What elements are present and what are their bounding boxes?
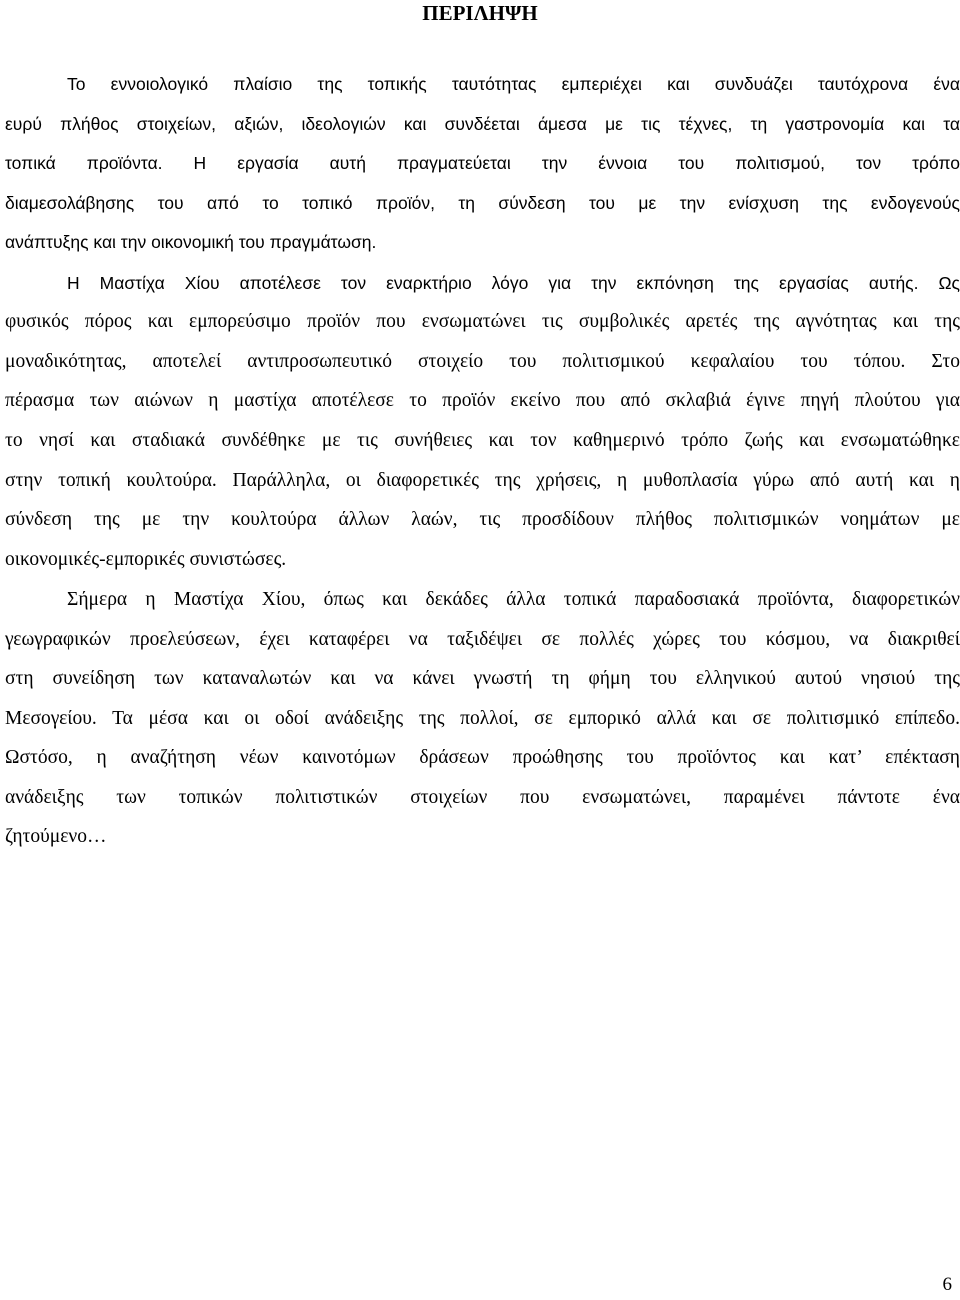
text-line: τοπικά προϊόντα. Η εργασία αυτή πραγματεύεται την έννοια του πολιτισμού, τον τρόπο bbox=[5, 153, 960, 173]
text-line: ζητούμενο… bbox=[5, 826, 107, 847]
text-line: πέρασμα των αιώνων η μαστίχα αποτέλεσε το προϊόν εκείνο που από σκλαβιά έγινε πηγή πλούτου για bbox=[5, 390, 960, 411]
text-line: Σήμερα η Μαστίχα Χίου, όπως και δεκάδες άλλα τοπικά παραδοσιακά προϊόντα, διαφορετικών bbox=[67, 589, 960, 610]
text-line: ανάπτυξης και την οικονομική του πραγμάτωση. bbox=[5, 232, 377, 252]
text-line: Ωστόσο, η αναζήτηση νέων καινοτόμων δράσεων προώθησης του προϊόντος και κατ’ επέκταση bbox=[5, 747, 960, 768]
text-line: σύνδεση της με την κουλτούρα άλλων λαών, τις προσδίδουν πλήθος πολιτισμικών νοημάτων με bbox=[5, 509, 960, 530]
text-line: γεωγραφικών προελεύσεων, έχει καταφέρει να ταξιδέψει σε πολλές χώρες του κόσμου, να διακριθεί bbox=[5, 629, 960, 650]
text-line: Το εννοιολογικό πλαίσιο της τοπικής ταυτότητας εμπεριέχει και συνδυάζει ταυτόχρονα ένα bbox=[67, 74, 960, 94]
page-title: ΠΕΡΙΛΗΨΗ bbox=[422, 1, 538, 25]
text-line: ανάδειξης των τοπικών πολιτιστικών στοιχείων που ενσωματώνει, παραμένει πάντοτε ένα bbox=[5, 787, 960, 808]
text-line: Μεσογείου. Τα μέσα και οι οδοί ανάδειξης της πολλοί, σε εμπορικό αλλά και σε πολιτισμικό επίπεδο. bbox=[5, 708, 960, 729]
text-line: φυσικός πόρος και εμπορεύσιμο προϊόν που ενσωματώνει τις συμβολικές αρετές της αγνότητας και της bbox=[5, 311, 960, 332]
text-line: οικονομικές-εμπορικές συνιστώσες. bbox=[5, 549, 287, 570]
text-line: στην τοπική κουλτούρα. Παράλληλα, οι διαφορετικές της χρήσεις, η μυθοπλασία γύρω από αυτή και η bbox=[5, 470, 960, 491]
text-line: ευρύ πλήθος στοιχείων, αξιών, ιδεολογιών και συνδέεται άμεσα με τις τέχνες, τη γαστρονομία και τα bbox=[5, 114, 960, 134]
text-line: το νησί και σταδιακά συνδέθηκε με τις συνήθειες και τον καθημερινό τρόπο ζωής και ενσωματώθηκε bbox=[5, 430, 960, 451]
text-line: στη συνείδηση των καταναλωτών και να κάνει γνωστή τη φήμη του ελληνικού αυτού νησιού της bbox=[5, 668, 960, 689]
text-line: Η Μαστίχα Χίου αποτέλεσε τον εναρκτήριο λόγο για την εκπόνηση της εργασίας αυτής. Ως bbox=[67, 273, 960, 293]
text-line: μοναδικότητας, αποτελεί αντιπροσωπευτικό στοιχείο του πολιτισμικού κεφαλαίου του τόπου. Στο bbox=[5, 351, 960, 372]
text-line: διαμεσολάβησης του από το τοπικό προϊόν, τη σύνδεση του με την ενίσχυση της ενδογενούς bbox=[5, 193, 960, 213]
page-number: 6 bbox=[942, 1274, 952, 1295]
